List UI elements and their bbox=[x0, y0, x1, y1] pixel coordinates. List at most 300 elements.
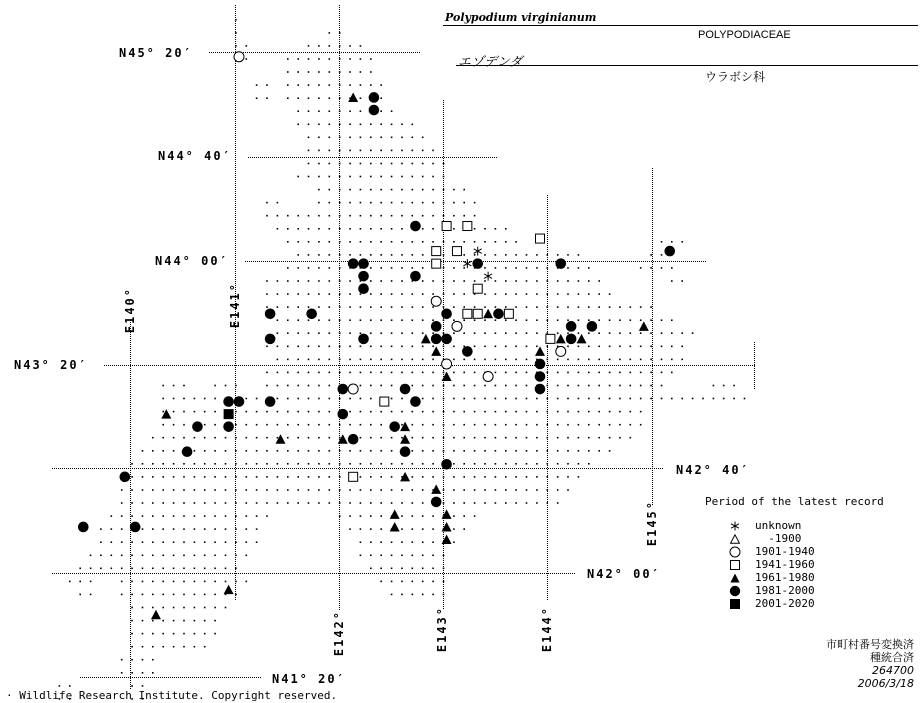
grid-dot bbox=[567, 372, 569, 374]
grid-dot bbox=[505, 280, 507, 282]
grid-dot bbox=[463, 385, 465, 387]
grid-dot bbox=[380, 489, 382, 491]
grid-dot bbox=[204, 411, 206, 413]
grid-dot bbox=[329, 71, 331, 73]
grid-dot bbox=[526, 306, 528, 308]
grid-dot bbox=[204, 450, 206, 452]
grid-dot bbox=[214, 476, 216, 478]
grid-dot bbox=[142, 502, 144, 504]
grid-dot bbox=[412, 568, 414, 570]
grid-dot bbox=[578, 424, 580, 426]
grid-dot bbox=[287, 463, 289, 465]
grid-dot bbox=[401, 306, 403, 308]
grid-dot bbox=[619, 424, 621, 426]
grid-dot bbox=[380, 581, 382, 583]
japanese-title-rule bbox=[456, 65, 918, 66]
grid-dot bbox=[412, 594, 414, 596]
grid-dot bbox=[380, 528, 382, 530]
grid-dot bbox=[536, 489, 538, 491]
filled-triangle-marker bbox=[390, 522, 400, 532]
grid-dot bbox=[121, 594, 123, 596]
grid-dot bbox=[515, 359, 517, 361]
grid-dot bbox=[578, 463, 580, 465]
grid-dot bbox=[650, 398, 652, 400]
grid-dot bbox=[474, 372, 476, 374]
grid-dot bbox=[650, 267, 652, 269]
filled-circle-marker bbox=[369, 105, 380, 116]
grid-dot bbox=[121, 555, 123, 557]
grid-dot bbox=[640, 411, 642, 413]
grid-dot bbox=[360, 306, 362, 308]
grid-dot bbox=[567, 476, 569, 478]
grid-dot bbox=[308, 385, 310, 387]
grid-dot bbox=[360, 241, 362, 243]
grid-dot bbox=[412, 124, 414, 126]
grid-dot bbox=[246, 437, 248, 439]
grid-dot bbox=[536, 346, 538, 348]
grid-dot bbox=[391, 267, 393, 269]
grid-dot bbox=[162, 633, 164, 635]
grid-dot bbox=[505, 254, 507, 256]
legend-item-2001-2020 bbox=[728, 597, 815, 610]
grid-dot bbox=[360, 176, 362, 178]
grid-dot bbox=[308, 450, 310, 452]
grid-dot bbox=[204, 541, 206, 543]
grid-dot bbox=[173, 568, 175, 570]
grid-dot bbox=[515, 476, 517, 478]
grid-dot bbox=[266, 97, 268, 99]
grid-dot bbox=[463, 502, 465, 504]
grid-dot bbox=[422, 463, 424, 465]
grid-dot bbox=[495, 463, 497, 465]
grid-dot bbox=[152, 568, 154, 570]
grid-dot bbox=[401, 541, 403, 543]
grid-dot bbox=[422, 359, 424, 361]
grid-dot bbox=[277, 398, 279, 400]
grid-dot bbox=[536, 411, 538, 413]
grid-dot bbox=[619, 398, 621, 400]
grid-dot bbox=[360, 398, 362, 400]
grid-dot bbox=[370, 463, 372, 465]
grid-dot bbox=[495, 437, 497, 439]
grid-dot bbox=[422, 476, 424, 478]
grid-dot bbox=[69, 581, 71, 583]
grid-dot bbox=[557, 450, 559, 452]
grid-dot bbox=[297, 71, 299, 73]
grid-dot bbox=[567, 359, 569, 361]
grid-dot bbox=[152, 502, 154, 504]
grid-dot bbox=[360, 346, 362, 348]
filled-circle-marker bbox=[493, 308, 504, 319]
grid-dot bbox=[463, 215, 465, 217]
grid-dot bbox=[484, 411, 486, 413]
grid-dot bbox=[661, 267, 663, 269]
grid-dot bbox=[256, 398, 258, 400]
grid-dot bbox=[287, 476, 289, 478]
grid-dot bbox=[515, 502, 517, 504]
grid-dot bbox=[515, 437, 517, 439]
grid-dot bbox=[432, 346, 434, 348]
grid-dot bbox=[308, 411, 310, 413]
grid-dot bbox=[266, 372, 268, 374]
grid-dot bbox=[318, 359, 320, 361]
open-circle-marker bbox=[348, 384, 358, 394]
filled-triangle-marker bbox=[161, 409, 171, 419]
grid-dot bbox=[277, 489, 279, 491]
grid-dot bbox=[194, 489, 196, 491]
grid-dot bbox=[536, 306, 538, 308]
filled-triangle-marker bbox=[224, 585, 234, 595]
grid-dot bbox=[463, 489, 465, 491]
grid-dot bbox=[246, 528, 248, 530]
grid-dot bbox=[567, 411, 569, 413]
grid-dot bbox=[650, 346, 652, 348]
grid-dot bbox=[246, 502, 248, 504]
grid-dot bbox=[287, 398, 289, 400]
grid-dot bbox=[131, 633, 133, 635]
grid-dot bbox=[412, 372, 414, 374]
grid-dot bbox=[609, 293, 611, 295]
grid-dot bbox=[401, 215, 403, 217]
grid-dot bbox=[609, 398, 611, 400]
grid-dot bbox=[495, 489, 497, 491]
grid-dot bbox=[204, 502, 206, 504]
grid-dot bbox=[432, 424, 434, 426]
grid-dot bbox=[567, 254, 569, 256]
lat-label-42-00: N42° 00′ bbox=[587, 567, 661, 581]
grid-dot bbox=[214, 581, 216, 583]
filled-circle-marker bbox=[400, 446, 411, 457]
grid-dot bbox=[152, 581, 154, 583]
grid-dot bbox=[474, 476, 476, 478]
legend-item-unknown bbox=[728, 519, 815, 532]
grid-dot bbox=[422, 568, 424, 570]
grid-dot bbox=[432, 359, 434, 361]
grid-dot bbox=[266, 424, 268, 426]
open-square-icon bbox=[728, 560, 742, 570]
filled-circle-marker bbox=[265, 334, 276, 345]
grid-dot bbox=[287, 293, 289, 295]
open-circle-marker bbox=[442, 359, 452, 369]
grid-dot bbox=[536, 437, 538, 439]
grid-dot bbox=[204, 633, 206, 635]
grid-dot bbox=[536, 463, 538, 465]
grid-dot bbox=[536, 398, 538, 400]
grid-dot bbox=[162, 555, 164, 557]
grid-dot bbox=[173, 515, 175, 517]
grid-dot bbox=[194, 555, 196, 557]
grid-dot bbox=[183, 568, 185, 570]
filled-circle-marker bbox=[130, 522, 141, 533]
grid-dot bbox=[297, 398, 299, 400]
grid-dot bbox=[432, 228, 434, 230]
grid-dot bbox=[412, 202, 414, 204]
grid-dot bbox=[422, 189, 424, 191]
grid-dot bbox=[277, 385, 279, 387]
grid-dot bbox=[463, 359, 465, 361]
grid-dot bbox=[287, 58, 289, 60]
grid-dot bbox=[297, 359, 299, 361]
open-circle-marker bbox=[452, 321, 462, 331]
grid-dot bbox=[505, 437, 507, 439]
grid-dot bbox=[567, 450, 569, 452]
grid-dot bbox=[349, 332, 351, 334]
grid-dot bbox=[640, 346, 642, 348]
grid-dot bbox=[380, 215, 382, 217]
grid-dot bbox=[111, 568, 113, 570]
grid-dot bbox=[463, 306, 465, 308]
grid-dot bbox=[380, 150, 382, 152]
grid-dot bbox=[630, 372, 632, 374]
grid-dot bbox=[121, 515, 123, 517]
grid-dot bbox=[422, 202, 424, 204]
grid-dot bbox=[484, 463, 486, 465]
grid-dot bbox=[536, 502, 538, 504]
grid-dot bbox=[173, 555, 175, 557]
grid-dot bbox=[578, 411, 580, 413]
open-square-marker bbox=[473, 284, 482, 293]
grid-dot bbox=[412, 332, 414, 334]
grid-dot bbox=[567, 424, 569, 426]
legend-item-1961-1980 bbox=[728, 571, 815, 584]
open-square-marker bbox=[452, 247, 461, 256]
grid-dot bbox=[194, 450, 196, 452]
grid-dot bbox=[391, 385, 393, 387]
grid-dot bbox=[661, 319, 663, 321]
grid-dot bbox=[370, 398, 372, 400]
grid-dot bbox=[287, 450, 289, 452]
grid-dot bbox=[422, 319, 424, 321]
grid-dot bbox=[204, 568, 206, 570]
grid-dot bbox=[401, 163, 403, 165]
grid-dot bbox=[277, 411, 279, 413]
grid-dot bbox=[194, 541, 196, 543]
grid-dot bbox=[463, 241, 465, 243]
grid-dot bbox=[194, 646, 196, 648]
grid-dot bbox=[370, 385, 372, 387]
grid-dot bbox=[329, 437, 331, 439]
grid-dot bbox=[256, 515, 258, 517]
grid-dot bbox=[131, 646, 133, 648]
grid-dot bbox=[349, 215, 351, 217]
grid-dot bbox=[412, 163, 414, 165]
grid-dot bbox=[152, 607, 154, 609]
filled-triangle-marker bbox=[556, 334, 566, 344]
grid-dot bbox=[204, 607, 206, 609]
grid-dot bbox=[671, 346, 673, 348]
lat-label-41-20: N41° 20′ bbox=[272, 672, 346, 686]
grid-dot bbox=[484, 267, 486, 269]
grid-dot bbox=[526, 450, 528, 452]
grid-dot bbox=[297, 254, 299, 256]
grid-dot bbox=[152, 463, 154, 465]
grid-dot bbox=[142, 620, 144, 622]
grid-dot bbox=[661, 385, 663, 387]
grid-dot bbox=[214, 541, 216, 543]
grid-dot bbox=[505, 332, 507, 334]
grid-dot bbox=[246, 555, 248, 557]
grid-dot bbox=[204, 489, 206, 491]
grid-dot bbox=[578, 293, 580, 295]
grid-dot bbox=[505, 372, 507, 374]
grid-dot bbox=[505, 228, 507, 230]
grid-dot bbox=[297, 385, 299, 387]
grid-dot bbox=[204, 620, 206, 622]
grid-dot bbox=[183, 463, 185, 465]
grid-dot bbox=[370, 241, 372, 243]
grid-dot bbox=[515, 254, 517, 256]
grid-dot bbox=[401, 568, 403, 570]
grid-dot bbox=[277, 346, 279, 348]
grid-dot bbox=[329, 502, 331, 504]
grid-dot bbox=[308, 124, 310, 126]
grid-dot bbox=[723, 385, 725, 387]
grid-dot bbox=[308, 476, 310, 478]
grid-dot bbox=[277, 319, 279, 321]
grid-dot bbox=[308, 372, 310, 374]
grid-dot bbox=[432, 202, 434, 204]
grid-dot bbox=[453, 293, 455, 295]
filled-triangle-icon bbox=[728, 573, 742, 583]
grid-dot bbox=[329, 189, 331, 191]
grid-dot bbox=[422, 332, 424, 334]
grid-dot bbox=[401, 176, 403, 178]
grid-dot bbox=[609, 437, 611, 439]
grid-dot bbox=[380, 346, 382, 348]
grid-dot bbox=[453, 306, 455, 308]
grid-dot bbox=[183, 594, 185, 596]
grid-dot bbox=[567, 332, 569, 334]
grid-dot bbox=[214, 555, 216, 557]
grid-dot bbox=[484, 489, 486, 491]
grid-dot bbox=[391, 359, 393, 361]
grid-dot bbox=[598, 450, 600, 452]
grid-dot bbox=[297, 306, 299, 308]
grid-dot bbox=[463, 450, 465, 452]
grid-dot bbox=[111, 555, 113, 557]
grid-dot bbox=[505, 267, 507, 269]
grid-dot bbox=[194, 620, 196, 622]
grid-dot bbox=[609, 346, 611, 348]
filled-circle-marker bbox=[337, 384, 348, 395]
filled-circle-marker bbox=[410, 271, 421, 282]
filled-circle-marker bbox=[265, 308, 276, 319]
grid-dot bbox=[484, 228, 486, 230]
grid-dot bbox=[277, 332, 279, 334]
grid-dot bbox=[287, 372, 289, 374]
grid-dot bbox=[391, 319, 393, 321]
grid-dot bbox=[432, 215, 434, 217]
grid-dot bbox=[308, 176, 310, 178]
grid-dot bbox=[588, 411, 590, 413]
grid-dot bbox=[505, 463, 507, 465]
grid-dot bbox=[661, 332, 663, 334]
grid-dot bbox=[567, 280, 569, 282]
grid-dot bbox=[391, 280, 393, 282]
filled-triangle-marker bbox=[276, 434, 286, 444]
grid-dot bbox=[567, 489, 569, 491]
grid-dot bbox=[152, 476, 154, 478]
grid-dot bbox=[380, 372, 382, 374]
grid-dot bbox=[183, 502, 185, 504]
grid-dot bbox=[432, 476, 434, 478]
grid-dot bbox=[370, 528, 372, 530]
grid-dot bbox=[349, 137, 351, 139]
grid-dot bbox=[391, 150, 393, 152]
grid-dot bbox=[681, 280, 683, 282]
grid-dot bbox=[214, 607, 216, 609]
filled-circle-marker bbox=[192, 421, 203, 432]
grid-dot bbox=[318, 124, 320, 126]
grid-dot bbox=[474, 215, 476, 217]
grid-dot bbox=[380, 306, 382, 308]
grid-dot bbox=[526, 359, 528, 361]
grid-dot bbox=[173, 398, 175, 400]
grid-dot bbox=[380, 450, 382, 452]
filled-circle-marker bbox=[441, 334, 452, 345]
grid-dot bbox=[214, 633, 216, 635]
grid-dot bbox=[173, 528, 175, 530]
grid-dot bbox=[474, 241, 476, 243]
filled-triangle-marker bbox=[421, 334, 431, 344]
legend-item-1981-2000 bbox=[728, 584, 815, 597]
grid-dot bbox=[162, 385, 164, 387]
grid-dot bbox=[671, 280, 673, 282]
grid-dot bbox=[266, 411, 268, 413]
filled-circle-marker bbox=[369, 92, 380, 103]
grid-dot bbox=[391, 241, 393, 243]
grid-dot bbox=[277, 306, 279, 308]
grid-dot bbox=[412, 267, 414, 269]
grid-dot bbox=[640, 424, 642, 426]
grid-dot bbox=[121, 502, 123, 504]
grid-dot bbox=[360, 215, 362, 217]
grid-dot bbox=[681, 346, 683, 348]
grid-dot bbox=[308, 332, 310, 334]
grid-dot bbox=[598, 332, 600, 334]
grid-dot bbox=[297, 97, 299, 99]
grid-dot bbox=[463, 189, 465, 191]
grid-dot bbox=[214, 502, 216, 504]
lon-label-140: E140° bbox=[123, 287, 137, 334]
grid-dot bbox=[453, 398, 455, 400]
grid-dot bbox=[152, 672, 154, 674]
grid-dot bbox=[495, 241, 497, 243]
grid-dot bbox=[557, 280, 559, 282]
grid-dot bbox=[401, 437, 403, 439]
grid-dot bbox=[162, 646, 164, 648]
grid-dot bbox=[557, 489, 559, 491]
grid-dot bbox=[432, 398, 434, 400]
grid-dot bbox=[515, 398, 517, 400]
grid-dot bbox=[318, 45, 320, 47]
grid-dot bbox=[329, 476, 331, 478]
grid-dot bbox=[391, 502, 393, 504]
grid-dot bbox=[505, 476, 507, 478]
grid-dot bbox=[557, 424, 559, 426]
grid-dot bbox=[391, 555, 393, 557]
grid-dot bbox=[349, 58, 351, 60]
grid-dot bbox=[391, 541, 393, 543]
grid-dot bbox=[162, 502, 164, 504]
grid-dot bbox=[329, 110, 331, 112]
filled-circle-marker bbox=[348, 434, 359, 445]
grid-dot bbox=[204, 646, 206, 648]
grid-dot bbox=[370, 58, 372, 60]
filled-circle-icon bbox=[728, 585, 742, 597]
grid-dot bbox=[391, 437, 393, 439]
grid-dot bbox=[422, 385, 424, 387]
